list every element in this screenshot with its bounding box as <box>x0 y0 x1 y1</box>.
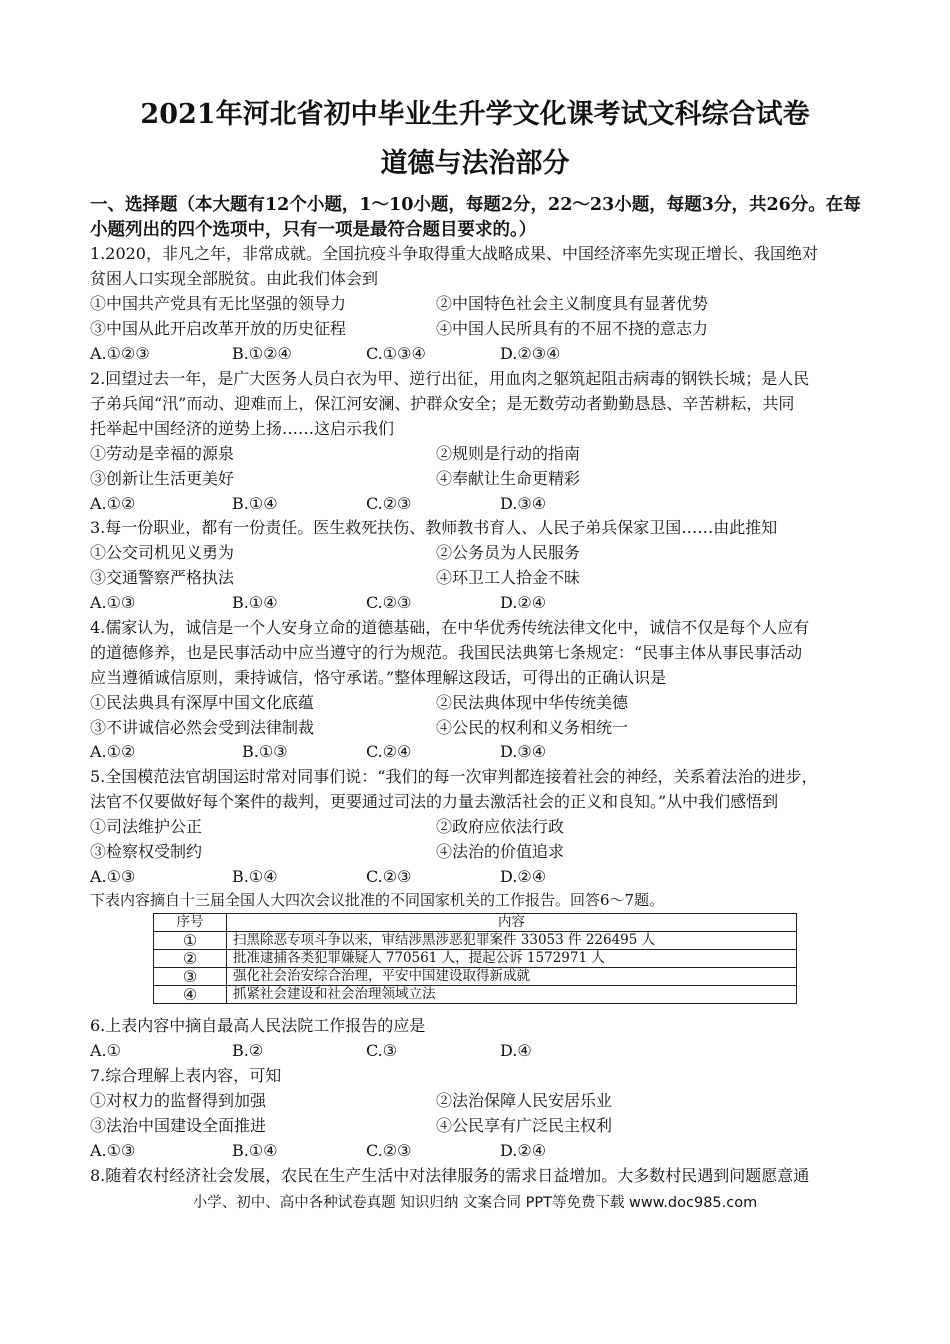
q4-statement-2: ②民法典体现中华传统美德 <box>436 693 629 712</box>
q4-statement-3: ③不讲诚信必然会受到法律制裁 <box>90 718 315 737</box>
q1-statement-2: ②中国特色社会主义制度具有显著优势 <box>436 294 709 313</box>
column-header-content: 内容 <box>227 914 797 932</box>
q1-statement-3: ③中国从此开启改革开放的历史征程 <box>90 319 347 338</box>
question-3-stem: 3.每一份职业，都有一份责任。医生救死扶伤、教师教书育人、人民子弟兵保家卫国……由此推知 <box>90 518 778 537</box>
q4-choice-a: A.①② <box>90 742 136 761</box>
table-row <box>154 968 797 986</box>
q2-choice-d: D.③④ <box>500 494 547 513</box>
row-number: ④ <box>154 986 227 1004</box>
q3-choice-c: C.②③ <box>366 593 412 612</box>
q1-choice-d: D.②③④ <box>500 344 561 363</box>
q1-statement-4: ④中国人民所具有的不屈不挠的意志力 <box>436 319 709 338</box>
row-content: 批准逮捕各类犯罪嫌疑人 770561 人，提起公诉 1572971 人 <box>227 950 797 968</box>
q2-statement-1: ①劳动是幸福的源泉 <box>90 444 235 463</box>
question-2-stem: 2.回望过去一年，是广大医务人员白衣为甲、逆行出征，用血肉之躯筑起阻击病毒的钢铁长城；是人民 <box>90 369 810 388</box>
table-header-row <box>154 914 797 932</box>
q4-statement-4: ④公民的权利和义务相统一 <box>436 718 629 737</box>
q2-choice-a: A.①② <box>90 494 136 513</box>
question-5-stem-cont: 法官不仅要做好每个案件的裁判，更要通过司法的力量去激活社会的正义和良知。”从中我们感悟到 <box>90 792 779 811</box>
q3-statement-1: ①公交司机见义勇为 <box>90 543 235 562</box>
question-4-stem: 4.儒家认为，诚信是一个人安身立命的道德基础，在中华优秀传统法律文化中，诚信不仅是每个人应有 <box>90 618 810 637</box>
page-footer: 小学、初中、高中各种试卷真题 知识归纳 文案合同 PPT等免费下载 www.doc985.com <box>192 1195 758 1211</box>
q7-choice-b: B.①④ <box>232 1141 278 1160</box>
row-content: 抓紧社会建设和社会治理领域立法 <box>227 986 797 1004</box>
question-4-stem-cont2: 应当遵循诚信原则，秉持诚信，恪守承诺。”整体理解这段话，可得出的正确认识是 <box>90 668 667 687</box>
question-4-stem-cont: 的道德修养，也是民事活动中应当遵守的行为规范。我国民法典第七条规定：“民事主体从事民事活动 <box>90 643 803 662</box>
row-content: 扫黑除恶专项斗争以来，审结涉黑涉恶犯罪案件 33053 件 226495 人 <box>227 932 797 950</box>
q5-statement-4: ④法治的价值追求 <box>436 842 565 861</box>
q6-choice-d: D.④ <box>500 1041 532 1060</box>
column-header-number: 序号 <box>154 914 227 932</box>
q3-choice-b: B.①④ <box>232 593 278 612</box>
q5-choice-d: D.②④ <box>500 867 547 886</box>
row-number: ③ <box>154 968 227 986</box>
q1-choice-a: A.①②③ <box>90 344 150 363</box>
q4-statement-1: ①民法典具有深厚中国文化底蕴 <box>90 693 315 712</box>
q6-choice-c: C.③ <box>366 1041 398 1060</box>
question-6-stem: 6.上表内容中摘自最高人民法院工作报告的应是 <box>90 1016 426 1035</box>
q4-choice-b: B.①③ <box>242 742 288 761</box>
q7-choice-d: D.②④ <box>500 1141 547 1160</box>
question-1-stem-cont: 贫困人口实现全部脱贫。由此我们体会到 <box>90 269 379 288</box>
question-2-stem-cont: 子弟兵闻“汛”而动、迎难而上，保江河安澜、护群众安全；是无数劳动者勤勤恳恳、辛苦耕耘，共同 <box>90 394 795 413</box>
q3-choice-d: D.②④ <box>500 593 547 612</box>
question-2-stem-cont2: 托举起中国经济的逆势上扬……这启示我们 <box>90 419 395 438</box>
q7-statement-2: ②法治保障人民安居乐业 <box>436 1091 613 1110</box>
table-intro: 下表内容摘自十三届全国人大四次会议批准的不同国家机关的工作报告。回答6～7题。 <box>90 891 665 909</box>
q1-statement-1: ①中国共产党具有无比坚强的领导力 <box>90 294 347 313</box>
q5-statement-2: ②政府应依法行政 <box>436 817 565 836</box>
q7-statement-4: ④公民享有广泛民主权利 <box>436 1116 613 1135</box>
page-title: 2021年河北省初中毕业生升学文化课考试文科综合试卷 <box>140 99 810 130</box>
q2-statement-2: ②规则是行动的指南 <box>436 444 581 463</box>
question-7-stem: 7.综合理解上表内容，可知 <box>90 1066 282 1085</box>
row-number: ② <box>154 950 227 968</box>
page-subtitle: 道德与法治部分 <box>380 148 570 179</box>
q3-choice-a: A.①③ <box>90 593 136 612</box>
section-heading: 一、选择题（本大题有12个小题，1～10小题，每题2分，22～23小题，每题3分，共26分。在每小题列出的四个选项中，只有一项是最符合题目要求的。） <box>90 195 861 240</box>
q7-statement-1: ①对权力的监督得到加强 <box>90 1091 267 1110</box>
q5-statement-1: ①司法维护公正 <box>90 817 203 836</box>
table-row <box>154 932 797 950</box>
q1-choice-b: B.①②④ <box>232 344 292 363</box>
question-1-stem: 1.2020，非凡之年，非常成就。全国抗疫斗争取得重大战略成果、中国经济率先实现正增长、我国绝对 <box>90 244 818 263</box>
q5-choice-a: A.①③ <box>90 867 136 886</box>
q3-statement-3: ③交通警察严格执法 <box>90 568 235 587</box>
q4-choice-c: C.②④ <box>366 742 412 761</box>
q2-statement-4: ④奉献让生命更精彩 <box>436 469 581 488</box>
q4-choice-d: D.③④ <box>500 742 547 761</box>
q2-choice-c: C.②③ <box>366 494 412 513</box>
question-8-stem: 8.随着农村经济社会发展，农民在生产生活中对法律服务的需求日益增加。大多数村民遇到问题愿意通 <box>90 1166 810 1185</box>
q3-statement-2: ②公务员为人民服务 <box>436 543 581 562</box>
report-table <box>153 913 797 1004</box>
question-5-stem: 5.全国模范法官胡国运时常对同事们说：“我们的每一次审判都连接着社会的神经，关系着法治的进步， <box>90 767 818 786</box>
q5-choice-b: B.①④ <box>232 867 278 886</box>
q6-choice-a: A.① <box>90 1041 121 1060</box>
q3-statement-4: ④环卫工人拾金不昧 <box>436 568 581 587</box>
q7-choice-c: C.②③ <box>366 1141 412 1160</box>
q5-choice-c: C.②③ <box>366 867 412 886</box>
table-row <box>154 986 797 1004</box>
row-content: 强化社会治安综合治理，平安中国建设取得新成就 <box>227 968 797 986</box>
q2-choice-b: B.①④ <box>232 494 278 513</box>
row-number: ① <box>154 932 227 950</box>
q7-choice-a: A.①③ <box>90 1141 136 1160</box>
q2-statement-3: ③创新让生活更美好 <box>90 469 235 488</box>
q1-choice-c: C.①③④ <box>366 344 426 363</box>
table-row <box>154 950 797 968</box>
q6-choice-b: B.② <box>232 1041 264 1060</box>
q5-statement-3: ③检察权受制约 <box>90 842 203 861</box>
q7-statement-3: ③法治中国建设全面推进 <box>90 1116 267 1135</box>
